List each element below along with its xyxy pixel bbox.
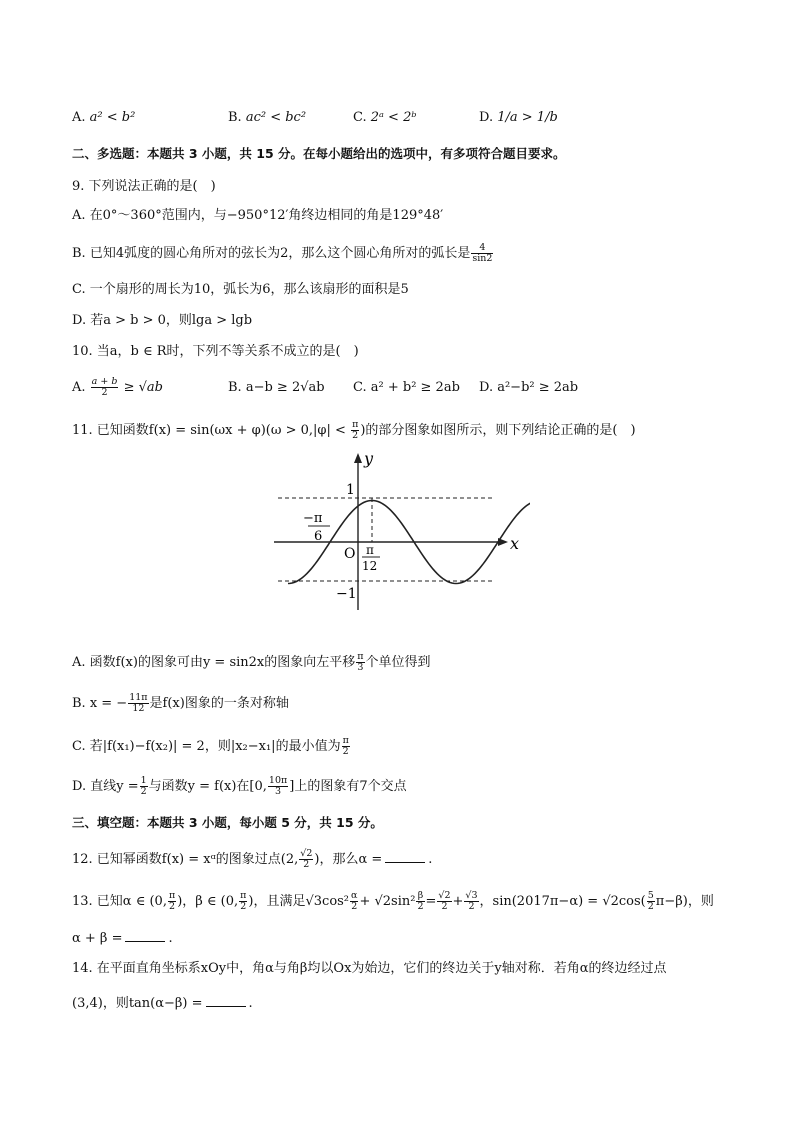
q8-option-b: B. ac² < bc²	[228, 110, 307, 125]
q11-option-b: B. x = − $\frac{11\pi}{12}$ 是f(x)图象的一条对称轴	[72, 692, 289, 714]
q8-option-c: C. 2ᵃ < 2ᵇ	[353, 110, 417, 125]
origin-label: O	[344, 546, 356, 562]
q9-stem: 9. 下列说法正确的是( )	[72, 179, 216, 194]
q9-option-a: A. 在0°～360°范围内，与−950°12′角终边相同的角是129°48′	[72, 208, 444, 223]
neg-one-label: −1	[336, 586, 357, 602]
q14-line2: (3,4)，则tan(α−β) = .	[72, 996, 253, 1011]
neg-pi-6-numerator: −π	[303, 511, 323, 526]
q10-option-d: D. a²−b² ≥ 2ab	[479, 380, 579, 395]
neg-pi-6-denominator: 6	[314, 529, 323, 544]
pi-12-denominator: 12	[362, 559, 378, 573]
q11-option-c: C. 若|f(x₁)−f(x₂)| = 2，则|x₂−x₁|的最小值为 $\frac{\pi}{2}$	[72, 735, 349, 757]
q10-option-b: B. a−b ≥ 2√ab	[228, 380, 325, 395]
q8-option-d: D. 1/a > 1/b	[479, 110, 558, 125]
q13-line2: α + β = .	[72, 931, 173, 946]
q9-option-b: B. 已知4弧度的圆心角所对的弦长为2，那么这个圆心角所对的弧长是 $\frac{4}{\sin 2}$	[72, 242, 493, 264]
q13-line1: 13. 已知α ∈ (0, $\frac{\pi}{2}$ )，β ∈ (0, $\frac{\pi}{2}$ )，且满足√3cos² $\frac{\alpha}{2}$ + √2sin² $\frac{\beta}{2}$ = $\frac{√2}{2}$ + $\frac{√3}{2}$ ，sin(2017π−α) = √2cos( $\frac{5}{2}$ π−β)，则	[72, 890, 714, 912]
q12: 12. 已知幂函数f(x) = xᵅ的图象过点(2, $\frac{√2}{2}$ )，那么α = .	[72, 848, 433, 870]
q10-stem: 10. 当a，b ∈ R时，下列不等关系不成立的是( )	[72, 344, 359, 359]
q12-answer-blank	[385, 850, 425, 863]
q13-answer-blank	[125, 929, 165, 942]
section-2-heading: 二、多选题：本题共 3 小题，共 15 分。在每小题给出的选项中，有多项符合题目要求。	[72, 146, 566, 161]
q9-option-c: C. 一个扇形的周长为10，弧长为6，那么该扇形的面积是5	[72, 282, 409, 297]
q11-option-d: D. 直线y = $\frac{1}{2}$ 与函数y = f(x)在[0, $\frac{10\pi}{3}$ ]上的图象有7个交点	[72, 775, 407, 797]
y-axis-arrow	[354, 453, 362, 463]
pi-12-numerator: π	[366, 543, 374, 557]
q10-option-c: C. a² + b² ≥ 2ab	[353, 380, 460, 395]
y-axis-label: y	[364, 450, 374, 468]
q9-option-d: D. 若a > b > 0，则lga > lgb	[72, 313, 253, 328]
q10-option-a: A. $\frac{a + b}{2}$ ≥ √ab	[72, 376, 163, 398]
section-3-heading: 三、填空题：本题共 3 小题，每小题 5 分，共 15 分。	[72, 815, 383, 830]
q14-line1: 14. 在平面直角坐标系xOy中，角α与角β均以Ox为始边，它们的终边关于y轴对称．若角α的终边经过点	[72, 961, 667, 976]
q14-answer-blank	[206, 994, 246, 1007]
q8-option-a: A. a² < b²	[72, 110, 136, 125]
q11-option-a: A. 函数f(x)的图象可由y = sin2x的图象向左平移 $\frac{\pi}{3}$ 个单位得到	[72, 651, 431, 673]
q11-stem: 11. 已知函数f(x) = sin(ωx + φ)(ω > 0,|φ| < $\frac{\pi}{2}$ )的部分图象如图所示，则下列结论正确的是( )	[72, 419, 636, 441]
one-label: 1	[346, 482, 355, 498]
x-axis-label: x	[510, 534, 520, 553]
q11-sine-graph	[270, 450, 530, 615]
